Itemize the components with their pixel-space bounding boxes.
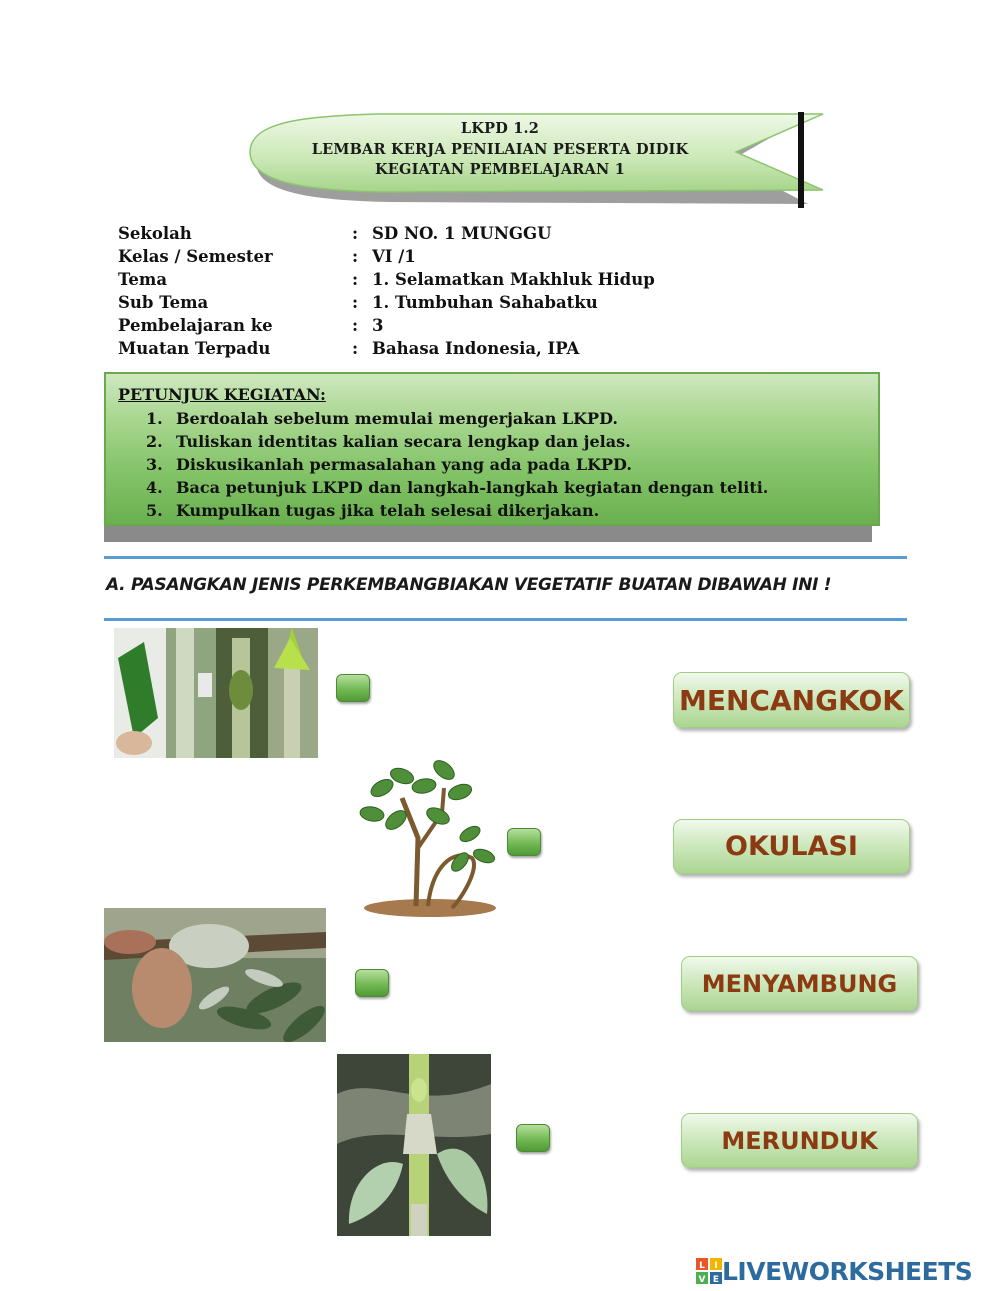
identity-value: 3	[372, 316, 384, 335]
divider-top	[104, 556, 907, 559]
air-layering-photo	[104, 908, 326, 1042]
liveworksheets-logo	[696, 1256, 972, 1286]
grafting-steps-photo	[114, 628, 318, 758]
instruction-item	[146, 407, 618, 430]
identity-label: Tema	[118, 270, 168, 289]
identity-label: Sekolah	[118, 224, 192, 243]
answer-card-menyambung[interactable]: MENYAMBUNG	[681, 956, 918, 1011]
instruction-number: 5.	[146, 501, 163, 520]
identity-label: Kelas / Semester	[118, 247, 273, 266]
liveworksheets-logo-icon	[696, 1258, 722, 1284]
identity-colon: :	[352, 270, 359, 289]
instruction-number: 4.	[146, 478, 163, 497]
instruction-item	[146, 430, 631, 453]
instruction-text: Berdoalah sebelum memulai mengerjakan LKPD.	[176, 409, 618, 428]
identity-label: Pembelajaran ke	[118, 316, 273, 335]
instruction-text: Kumpulkan tugas jika telah selesai dikerjakan.	[176, 501, 600, 520]
logo-letter: I	[714, 1261, 718, 1271]
instruction-number: 3.	[146, 455, 163, 474]
instruction-number: 1.	[146, 409, 163, 428]
instructions-title: PETUNJUK KEGIATAN:	[118, 385, 326, 404]
answer-drop-slot[interactable]	[355, 969, 389, 997]
answer-card-okulasi[interactable]: OKULASI	[673, 819, 910, 874]
answer-card-mencangkok[interactable]: MENCANGKOK	[673, 672, 910, 728]
instruction-number: 2.	[146, 432, 163, 451]
identity-label: Sub Tema	[118, 293, 209, 312]
logo-letter: L	[699, 1261, 705, 1271]
identity-colon: :	[352, 247, 359, 266]
instruction-item	[146, 499, 599, 522]
divider-bottom	[104, 618, 907, 621]
banner-line-1: LKPD 1.2	[460, 120, 540, 137]
answer-drop-slot[interactable]	[507, 828, 541, 856]
identity-value: 1. Selamatkan Makhluk Hidup	[372, 270, 655, 289]
answer-drop-slot[interactable]	[516, 1124, 550, 1152]
identity-label: Muatan Terpadu	[118, 339, 271, 358]
banner-line-2: LEMBAR KERJA PENILAIAN PESERTA DIDIK	[311, 141, 689, 158]
answer-card-merunduk[interactable]: MERUNDUK	[681, 1113, 918, 1168]
instruction-text: Tuliskan identitas kalian secara lengkap dan jelas.	[176, 432, 631, 451]
identity-value: 1. Tumbuhan Sahabatku	[372, 293, 598, 312]
instruction-item	[146, 476, 768, 499]
identity-value: Bahasa Indonesia, IPA	[372, 339, 580, 358]
identity-value: VI /1	[372, 247, 416, 266]
instruction-text: Diskusikanlah permasalahan yang ada pada LKPD.	[176, 455, 632, 474]
liveworksheets-brand-text: LIVEWORKSHEETS	[722, 1256, 973, 1286]
identity-colon: :	[352, 293, 359, 312]
instruction-text: Baca petunjuk LKPD dan langkah-langkah kegiatan dengan teliti.	[176, 478, 769, 497]
answer-drop-slot[interactable]	[336, 674, 370, 702]
banner-line-3: KEGIATAN PEMBELAJARAN 1	[375, 161, 625, 178]
identity-colon: :	[352, 316, 359, 335]
logo-letter: E	[712, 1275, 720, 1284]
identity-value: SD NO. 1 MUNGGU	[372, 224, 552, 243]
instruction-item	[146, 453, 632, 476]
layering-plant-illustration	[352, 758, 502, 918]
identity-colon: :	[352, 339, 359, 358]
bud-grafting-photo	[337, 1054, 491, 1236]
logo-letter: V	[698, 1275, 706, 1284]
section-title: A. PASANGKAN JENIS PERKEMBANGBIAKAN VEGETATIF BUATAN DIBAWAH INI !	[106, 575, 832, 595]
identity-colon: :	[352, 224, 359, 243]
